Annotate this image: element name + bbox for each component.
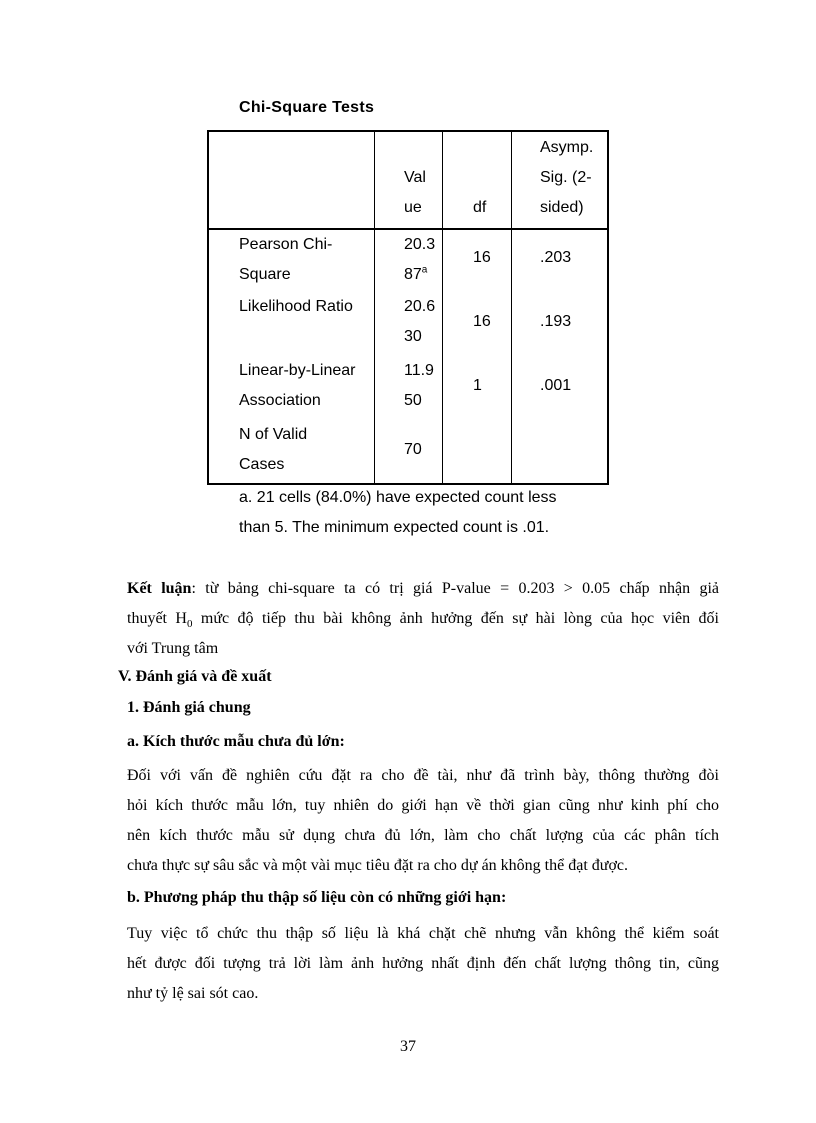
paragraph-line: Tuy việc tổ chức thu thập số liệu là khá chặt chẽ nhưng vẫn không thể kiểm soát: [127, 925, 719, 942]
header-df: df: [473, 199, 487, 216]
row-df-linear: 1: [473, 377, 482, 394]
paragraph-b: [127, 919, 719, 1009]
row-value-n-valid: 70: [404, 441, 422, 458]
conclusion-text: thuyết H: [127, 610, 187, 627]
table-footnote-line-2: than 5. The minimum expected count is .01.: [239, 519, 550, 536]
conclusion-text: : từ bảng chi-square ta có trị giá P-value = 0.203 > 0.05 chấp nhận giả: [191, 580, 720, 597]
row-value-pearson: [404, 230, 435, 290]
paragraph-a: [127, 761, 719, 881]
column-divider: [374, 132, 375, 483]
table-title: Chi-Square Tests: [239, 99, 375, 116]
conclusion-paragraph: [127, 574, 719, 664]
heading-b: b. Phương pháp thu thập số liệu còn có những giới hạn:: [127, 889, 507, 906]
row-value-likelihood: 20.6 30: [404, 298, 436, 345]
page-number: 37: [400, 1038, 416, 1055]
row-value-linear: 11.9 50: [404, 362, 434, 409]
row-label-linear: Linear-by-Linear Association: [239, 362, 356, 409]
row-df-pearson: 16: [473, 249, 491, 266]
row-sig-pearson: .203: [540, 249, 572, 266]
row-sig-likelihood: .193: [540, 313, 572, 330]
row-label-pearson: Pearson Chi- Square: [239, 236, 333, 283]
chi-square-table: [207, 130, 609, 485]
row-label-n-valid: N of Valid Cases: [239, 426, 308, 473]
paragraph-line: Đối với vấn đề nghiên cứu đặt ra cho đề tài, như đã trình bày, thông thường đòi: [127, 767, 719, 784]
conclusion-line-3: với Trung tâm: [127, 640, 219, 657]
table-footnote-line-1: a. 21 cells (84.0%) have expected count less: [239, 489, 557, 506]
row-df-likelihood: 16: [473, 313, 491, 330]
column-divider: [442, 132, 443, 483]
conclusion-line-1: [127, 574, 719, 604]
paragraph-line: hết được đối tượng trả lời làm ảnh hưởng nhất định đến chất lượng thông tin, cũng: [127, 955, 719, 972]
section-heading: V. Đánh giá và đề xuất: [118, 668, 272, 685]
header-asymp-sig: Asymp. Sig. (2- sided): [540, 139, 594, 216]
heading-a: a. Kích thước mẫu chưa đủ lớn:: [127, 733, 345, 750]
header-value: Val ue: [404, 169, 426, 216]
row-label-likelihood: Likelihood Ratio: [239, 298, 353, 315]
conclusion-line-2: [127, 604, 719, 634]
paragraph-line: như tỷ lệ sai sót cao.: [127, 985, 259, 1002]
paragraph-line: nên kích thước mẫu sử dụng chưa đủ lớn, làm cho chất lượng của các phân tích: [127, 827, 719, 844]
subscript: 0: [186, 618, 193, 631]
value-text: 20.3 87: [404, 236, 436, 283]
conclusion-label: Kết luận: [127, 580, 192, 597]
row-sig-linear: .001: [540, 377, 572, 394]
paragraph-line: hỏi kích thước mẫu lớn, tuy nhiên do giới hạn về thời gian cũng như kinh phí cho: [127, 797, 719, 814]
subsection-heading: 1. Đánh giá chung: [127, 699, 251, 716]
conclusion-text: mức độ tiếp thu bài không ảnh hưởng đến sự hài lòng của học viên đối: [192, 610, 720, 627]
footnote-mark: a: [421, 264, 428, 276]
paragraph-line: chưa thực sự sâu sắc và một vài mục tiêu đặt ra cho dự án không thể đạt được.: [127, 857, 629, 874]
column-divider: [511, 132, 512, 483]
